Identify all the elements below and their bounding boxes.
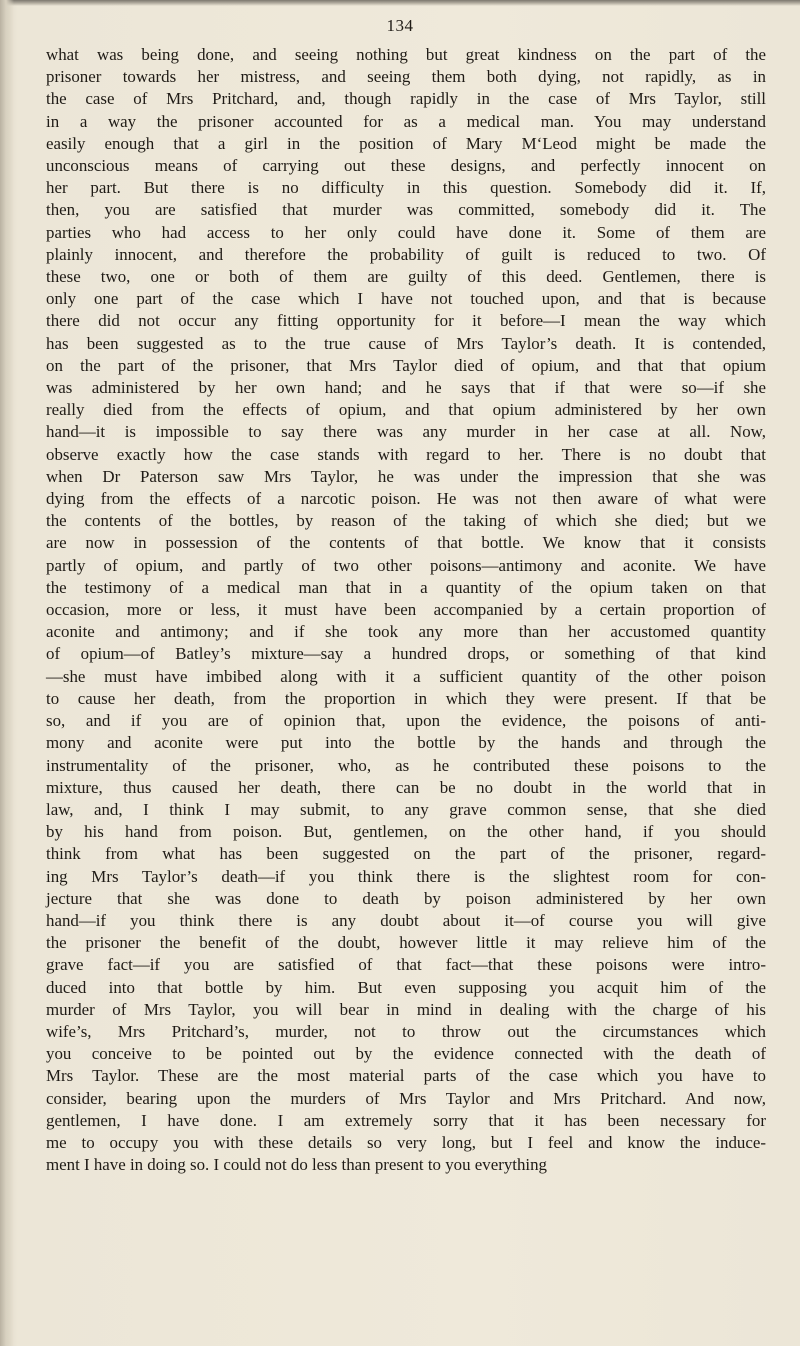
text-line: easily enough that a girl in the position of Mary M‘Leod might be made the: [46, 133, 766, 153]
text-line: really died from the effects of opium, and that opium administered by her own: [46, 400, 766, 420]
text-line: of opium—of Batley’s mixture—say a hundred drops, or something of that kind: [46, 644, 766, 664]
text-line: are now in possession of the contents of that bottle. We know that it consists: [46, 533, 766, 553]
text-line: wife’s, Mrs Pritchard’s, murder, not to throw out the circumstances which: [46, 1021, 766, 1041]
text-line: aconite and antimony; and if she took any more than her accustomed quantity: [46, 622, 766, 642]
text-line: mony and aconite were put into the bottle by the hands and through the: [46, 733, 766, 753]
text-line: when Dr Paterson saw Mrs Taylor, he was under the impression that she was: [46, 466, 766, 486]
text-line: ment I have in doing so. I could not do less than present to you everything: [46, 1155, 547, 1175]
text-line: only one part of the case which I have not touched upon, and that is because: [46, 289, 766, 309]
text-line: the contents of the bottles, by reason of the taking of which she died; but we: [46, 511, 766, 531]
text-line: the testimony of a medical man that in a quantity of the opium taken on that: [46, 577, 766, 597]
text-line: jecture that she was done to death by poison administered by her own: [46, 888, 766, 908]
text-line: the prisoner the benefit of the doubt, however little it may relieve him of the: [46, 933, 766, 953]
text-line: observe exactly how the case stands with regard to her. There is no doubt that: [46, 444, 766, 464]
text-line: dying from the effects of a narcotic poison. He was not then aware of what were: [46, 489, 766, 509]
text-line: me to occupy you with these details so very long, but I feel and know the induce-: [46, 1132, 766, 1152]
text-line: gentlemen, I have done. I am extremely sorry that it has been necessary for: [46, 1110, 766, 1130]
text-line: has been suggested as to the true cause of Mrs Taylor’s death. It is contended,: [46, 333, 766, 353]
text-line: so, and if you are of opinion that, upon the evidence, the poisons of anti-: [46, 711, 766, 731]
text-line: consider, bearing upon the murders of Mrs Taylor and Mrs Pritchard. And now,: [46, 1088, 766, 1108]
body-text: [46, 44, 766, 1176]
text-line: parties who had access to her only could have done it. Some of them are: [46, 222, 766, 242]
text-line: what was being done, and seeing nothing but great kindness on the part of the: [46, 45, 766, 64]
page-top-edge: [0, 0, 800, 6]
text-line: ing Mrs Taylor’s death—if you think there is the slightest room for con-: [46, 866, 766, 886]
text-line: hand—it is impossible to say there was any murder in her case at all. Now,: [46, 422, 766, 442]
text-line: grave fact—if you are satisfied of that fact—that these poisons were intro-: [46, 955, 766, 975]
text-line: on the part of the prisoner, that Mrs Taylor died of opium, and that that opium: [46, 355, 766, 375]
text-line: murder of Mrs Taylor, you will bear in mind in dealing with the charge of his: [46, 999, 766, 1019]
page-number: 134: [386, 16, 414, 35]
text-line: in a way the prisoner accounted for as a medical man. You may understand: [46, 111, 766, 131]
text-line: there did not occur any fitting opportunity for it before—I mean the way which: [46, 311, 766, 331]
text-line: then, you are satisfied that murder was committed, somebody did it. The: [46, 200, 766, 220]
text-line: Mrs Taylor. These are the most material parts of the case which you have to: [46, 1066, 766, 1086]
text-line: hand—if you think there is any doubt about it—of course you will give: [46, 910, 766, 930]
text-line: prisoner towards her mistress, and seeing them both dying, not rapidly, as in: [46, 67, 766, 87]
text-line: these two, one or both of them are guilty of this deed. Gentlemen, there is: [46, 267, 766, 287]
text-line: mixture, thus caused her death, there can be no doubt in the world that in: [46, 777, 766, 797]
text-line: —she must have imbibed along with it a sufficient quantity of the other poison: [46, 666, 766, 686]
text-line: partly of opium, and partly of two other poisons—antimony and aconite. We have: [46, 555, 766, 575]
text-line: by his hand from poison. But, gentlemen, on the other hand, if you should: [46, 822, 766, 842]
text-line: occasion, more or less, it must have been accompanied by a certain proportion of: [46, 600, 766, 620]
text-line: the case of Mrs Pritchard, and, though rapidly in the case of Mrs Taylor, still: [46, 89, 766, 109]
text-line: duced into that bottle by him. But even supposing you acquit him of the: [46, 977, 766, 997]
text-line: plainly innocent, and therefore the probability of guilt is reduced to two. Of: [46, 244, 766, 264]
text-line: you conceive to be pointed out by the evidence connected with the death of: [46, 1044, 766, 1064]
text-line: to cause her death, from the proportion in which they were present. If that be: [46, 688, 766, 708]
text-line: law, and, I think I may submit, to any grave common sense, that she died: [46, 799, 766, 819]
text-line: her part. But there is no difficulty in this question. Somebody did it. If,: [46, 178, 766, 198]
text-line: instrumentality of the prisoner, who, as he contributed these poisons to the: [46, 755, 766, 775]
text-line: unconscious means of carrying out these designs, and perfectly innocent on: [46, 156, 766, 176]
binding-shadow: [0, 0, 14, 1346]
text-line: was administered by her own hand; and he says that if that were so—if she: [46, 378, 766, 398]
text-line: think from what has been suggested on the part of the prisoner, regard-: [46, 844, 766, 864]
